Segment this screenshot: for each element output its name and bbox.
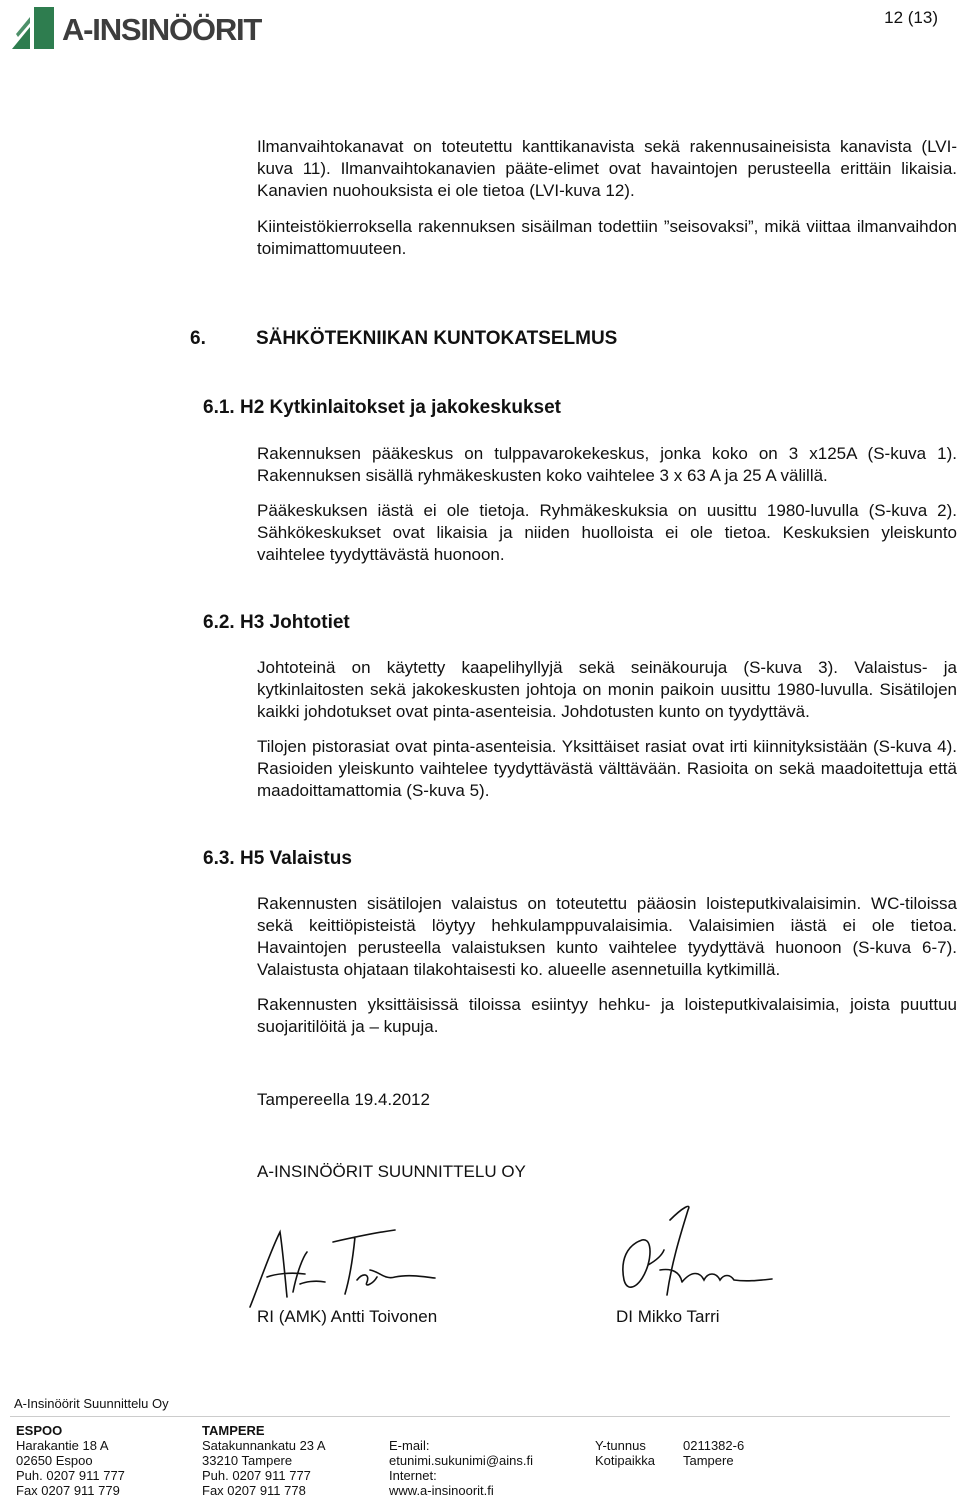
section-6-number: 6. <box>190 328 206 349</box>
footer-email-value: etunimi.sukunimi@ains.fi <box>389 1453 533 1468</box>
section-6-2-paragraph-2: Tilojen pistorasiat ovat pinta-asenteisia. Yksittäiset rasiat ovat irti kiinnityksistään (S-kuva 4). Rasioiden yleiskunto vaihtelee tyydyttävästä välttävään. Rasioita on sekä maadoitettuja että maadoittamattomia (S-kuva 5). <box>257 737 957 800</box>
footer-col-espoo <box>16 1423 125 1498</box>
section-6-2-paragraph-1: Johtoteinä on käytetty kaapelihyllyjä sekä seinäkouruja (S-kuva 3). Valaistus- ja kytkinlaitosten sekä jakokeskusten johtoja on monin paikoin uusittu 1980-luvulla. Sisätilojen kaikki johdotukset ovat pinta-asenteisia. Johdotusten kunto on tyydyttävä. <box>257 658 957 721</box>
footer-kotipaikka-label: Kotipaikka <box>595 1453 655 1468</box>
footer-col-tampere <box>202 1423 326 1498</box>
footer-tampere-line: Puh. 0207 911 777 <box>202 1468 311 1483</box>
footer-espoo-line: Puh. 0207 911 777 <box>16 1468 125 1483</box>
footer-ytunnus-label: Y-tunnus <box>595 1438 646 1453</box>
footer-espoo-line: Fax 0207 911 779 <box>16 1483 120 1498</box>
footer-email-label: E-mail: <box>389 1438 430 1453</box>
footer-tampere-heading: TAMPERE <box>202 1423 265 1438</box>
footer-tampere-line: 33210 Tampere <box>202 1453 293 1468</box>
company-name: A-INSINÖÖRIT SUUNNITTELU OY <box>257 1162 526 1181</box>
section-6-1-heading: 6.1. H2 Kytkinlaitokset ja jakokeskukset <box>203 397 562 418</box>
paragraph-ventilation-ducts: Ilmanvaihtokanavat on toteutettu kanttikanavista sekä rakennusaineisista kanavista (LVI-kuva 11). Ilmanvaihtokanavien pääte-elimet ovat havaintojen perusteella erittäin likaisia. Kanavien nuohouksista ei ole tietoa (LVI-kuva 12). <box>257 137 957 200</box>
signer-2-name: DI Mikko Tarri <box>616 1307 720 1326</box>
signature-antti-toivonen <box>245 1222 445 1312</box>
footer-internet-label: Internet: <box>389 1468 437 1483</box>
section-6-1-paragraph-1: Rakennuksen pääkeskus on tulppavarokekeskus, jonka koko on 3 x125A (S-kuva 1). Rakennuksen sisällä ryhmäkeskusten koko vaihtelee 3 x 63 A ja 25 A välillä. <box>257 444 957 485</box>
footer-divider <box>10 1416 950 1417</box>
footer-kotipaikka-value: Tampere <box>683 1453 734 1468</box>
company-logo <box>12 7 312 53</box>
signature-mikko-tarri <box>612 1200 782 1300</box>
footer-col-values <box>683 1438 744 1468</box>
footer-espoo-line: Harakantie 18 A <box>16 1438 109 1453</box>
footer-tampere-line: Satakunnankatu 23 A <box>202 1438 326 1453</box>
section-6-3-paragraph-1: Rakennusten sisätilojen valaistus on toteutettu pääosin loisteputkivalaisimin. WC-tiloissa sekä keittiöpisteistä löytyy hehkulamppuvalaisimia. Valaisimien iästä ei ole tietoa. Havaintojen perusteella valaistuksen kunto vaihtelee tyydyttävä huonoon (S-kuva 6-7). Valaistusta ohjataan tilakohtaisesti ko. alueelle asennetuilla kytkimillä. <box>257 894 957 979</box>
section-6-title: SÄHKÖTEKNIIKAN KUNTOKATSELMUS <box>256 328 618 349</box>
section-6-3-heading: 6.3. H5 Valaistus <box>203 848 352 869</box>
footer-ytunnus-value: 0211382-6 <box>683 1438 745 1453</box>
footer-col-labels <box>595 1438 655 1468</box>
page-number: 12 (13) <box>884 8 938 27</box>
footer-espoo-heading: ESPOO <box>16 1423 63 1438</box>
section-6-1-paragraph-2: Pääkeskuksen iästä ei ole tietoja. Ryhmäkeskuksia on uusittu 1980-luvulla (S-kuva 2). Sähkökeskukset ovat likaisia ja niiden huolloista ei ole tietoa. Keskuksien yleiskunto vaihtelee tyydyttävästä huonoon. <box>257 501 957 564</box>
place-date: Tampereella 19.4.2012 <box>257 1090 430 1109</box>
footer-company: A-Insinöörit Suunnittelu Oy <box>14 1396 169 1411</box>
section-6-3-paragraph-2: Rakennusten yksittäisissä tiloissa esiintyy hehku- ja loisteputkivalaisimia, joista puuttuu suojaritilöitä ja – kupuja. <box>257 995 957 1036</box>
footer-website-link[interactable]: www.a-insinoorit.fi <box>389 1483 494 1498</box>
section-6-2-heading: 6.2. H3 Johtotiet <box>203 612 350 633</box>
signer-1-name: RI (AMK) Antti Toivonen <box>257 1307 438 1326</box>
footer-col-contact <box>389 1438 533 1498</box>
logo-text: A-INSINÖÖRIT <box>62 12 262 47</box>
paragraph-indoor-air: Kiinteistökierroksella rakennuksen sisäilman todettiin ”seisovaksi”, mikä viittaa ilmanvaihdon toimimattomuuteen. <box>257 217 957 258</box>
logo-mark-icon <box>12 7 58 53</box>
footer-tampere-line: Fax 0207 911 778 <box>202 1483 306 1498</box>
footer-espoo-line: 02650 Espoo <box>16 1453 93 1468</box>
